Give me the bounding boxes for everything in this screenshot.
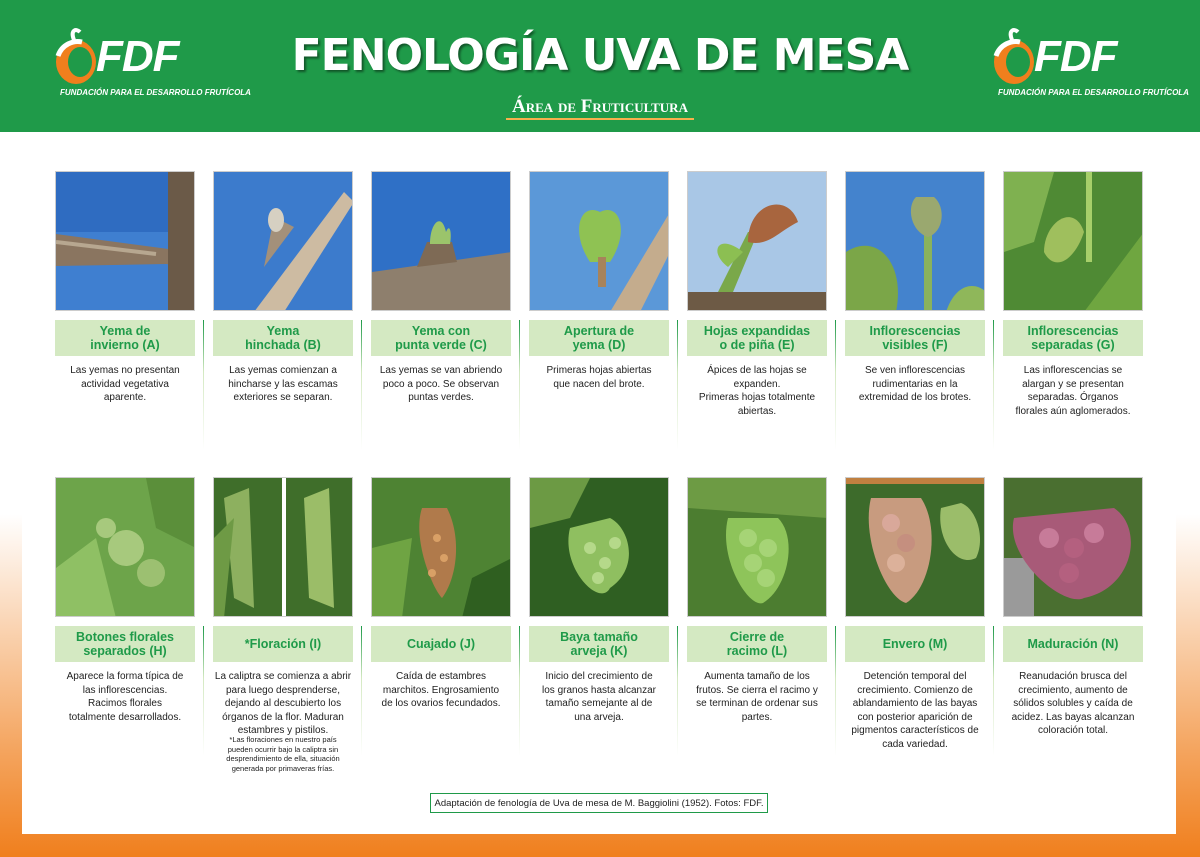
stage-description: Detención temporal del crecimiento. Comienzo de ablandamiento de las bayas con posterior aparición de pigmentos característicos de cada variedad. — [851, 671, 979, 750]
stage-description: Las yemas comienzan a hincharse y las escamas exteriores se separan. — [228, 365, 338, 403]
stage-description: Aparece la forma típica de las inflorescencias. Racimos florales totalmente desarrollados. — [66, 671, 184, 723]
logo-text: FDF — [1034, 32, 1117, 81]
divider — [993, 626, 994, 756]
stage-photo-fruit-set — [371, 477, 511, 617]
source-credit: Adaptación de fenología de Uva de mesa de M. Baggiolini (1952). Fotos: FDF. — [430, 793, 768, 813]
divider — [835, 320, 836, 450]
stage-label: *Floración (I) — [213, 626, 353, 662]
stage-photo-visible-inflorescences — [845, 171, 985, 311]
stage-label: Yema de invierno (A) — [55, 320, 195, 356]
stage-photo-green-tip — [371, 171, 511, 311]
stage-photo-swollen-bud — [213, 171, 353, 311]
stage-photo-winter-bud — [55, 171, 195, 311]
stage-photo-veraison — [845, 477, 985, 617]
stage-photo-separated-inflorescences — [1003, 171, 1143, 311]
stage-photo-pea-size-berry — [529, 477, 669, 617]
stage-description: Aumenta tamaño de los frutos. Se cierra el racimo y se terminan de ordenar sus partes. — [696, 671, 818, 723]
divider — [835, 626, 836, 756]
logo-subtitle: FUNDACIÓN PARA EL DESARROLLO FRUTÍCOLA — [998, 88, 1189, 97]
divider — [519, 626, 520, 756]
stage-label: Apertura de yema (D) — [529, 320, 669, 356]
page-title: FENOLOGÍA UVA DE MESA — [291, 30, 909, 81]
stage-label: Cierre de racimo (L) — [687, 626, 827, 662]
stage-label: Maduración (N) — [1003, 626, 1143, 662]
stage-label: Baya tamaño arveja (K) — [529, 626, 669, 662]
flowering-footnote: *Las floraciones en nuestro país pueden ocurrir bajo la caliptra sin desprendimiento de ella, situación generada por primaveras frías. — [226, 735, 340, 773]
stage-photo-bud-opening — [529, 171, 669, 311]
divider — [677, 626, 678, 756]
stage-photo-separated-flower-buttons — [55, 477, 195, 617]
logo-subtitle: FUNDACIÓN PARA EL DESARROLLO FRUTÍCOLA — [60, 88, 251, 97]
stage-label: Cuajado (J) — [371, 626, 511, 662]
fdf-emblem-icon — [52, 26, 100, 88]
stage-description: Primeras hojas abiertas que nacen del brote. — [546, 365, 652, 390]
subtitle-underline — [506, 118, 694, 120]
stage-label: Hojas expandidas o de piña (E) — [687, 320, 827, 356]
stage-description: La caliptra se comienza a abrir para luego desprenderse, dejando al descubierto los órganos de la flor. Maduran estambres y pistilos. — [214, 671, 352, 736]
divider — [519, 320, 520, 450]
stage-photo-ripening — [1003, 477, 1143, 617]
fdf-emblem-icon — [990, 26, 1038, 88]
stage-description: Caída de estambres marchitos. Engrosamiento de los ovarios fecundados. — [381, 671, 501, 709]
divider — [993, 320, 994, 450]
stage-photo-expanded-leaves — [687, 171, 827, 311]
divider — [677, 320, 678, 450]
stage-description: Las inflorescencias se alargan y se presentan separadas. Órganos florales aún aglomerados. — [1015, 365, 1131, 417]
fdf-logo-left — [52, 26, 251, 106]
stage-photo-flowering — [213, 477, 353, 617]
divider — [203, 320, 204, 450]
stage-label: Inflorescencias separadas (G) — [1003, 320, 1143, 356]
stage-photo-bunch-closure — [687, 477, 827, 617]
header-banner — [0, 0, 1200, 132]
divider — [203, 626, 204, 756]
stage-description: Ápices de las hojas se expanden. Primeras hojas totalmente abiertas. — [698, 365, 816, 417]
fdf-logo-right — [990, 26, 1189, 106]
page-subtitle: Área de Fruticultura — [512, 96, 688, 117]
stage-label: Yema hinchada (B) — [213, 320, 353, 356]
stage-label: Inflorescencias visibles (F) — [845, 320, 985, 356]
stage-description: Se ven inflorescencias rudimentarias en la extremidad de los brotes. — [858, 365, 972, 403]
stage-description: Inicio del crecimiento de los granos hasta alcanzar tamaño semejante al de una arveja. — [542, 671, 656, 723]
stage-label: Envero (M) — [845, 626, 985, 662]
stage-description: Las yemas no presentan actividad vegetativa aparente. — [70, 365, 180, 403]
stage-label: Botones florales separados (H) — [55, 626, 195, 662]
divider — [361, 626, 362, 756]
logo-text: FDF — [96, 32, 179, 81]
stage-description: Reanudación brusca del crecimiento, aumento de sólidos solubles y caída de acidez. Las bayas alcanzan coloración total. — [1011, 671, 1135, 736]
stage-description: Las yemas se van abriendo poco a poco. Se observan puntas verdes. — [379, 365, 503, 403]
stage-label: Yema con punta verde (C) — [371, 320, 511, 356]
divider — [361, 320, 362, 450]
